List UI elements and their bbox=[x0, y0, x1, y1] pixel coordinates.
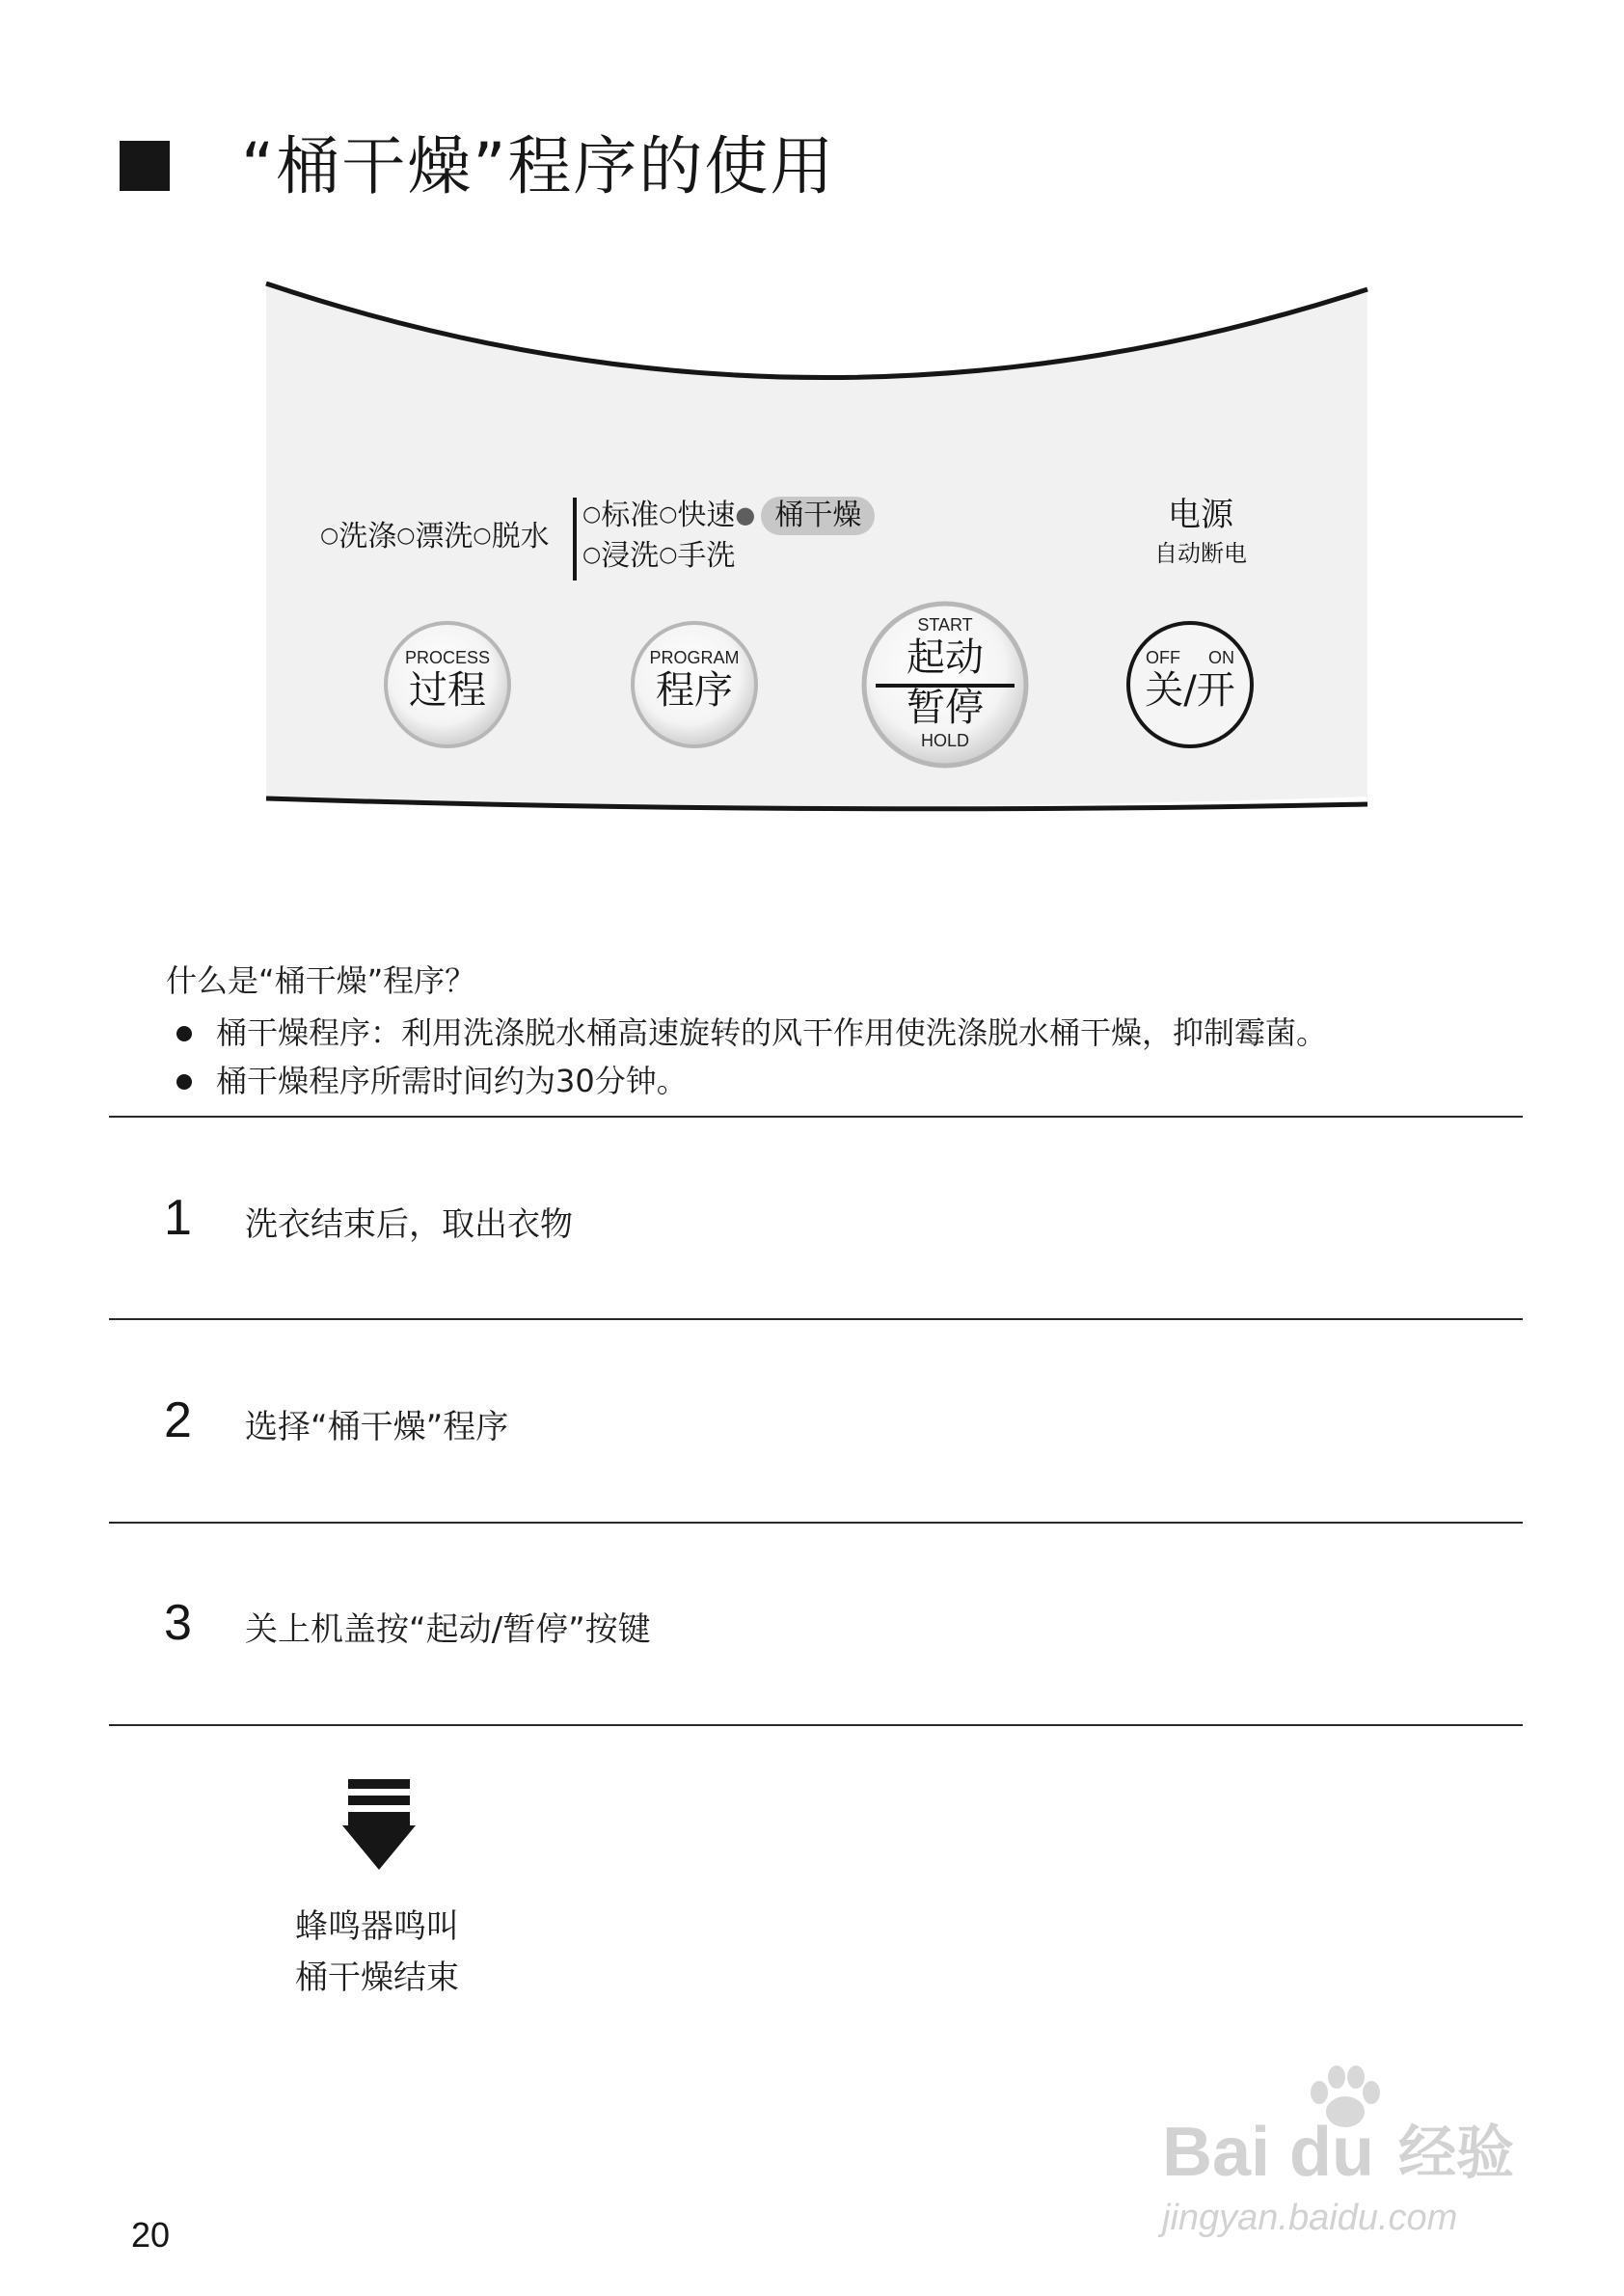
intro-bullet-1: 桶干燥程序：利用洗涤脱水桶高速旋转的风干作用使洗涤脱水桶干燥，抑制霉菌。 bbox=[216, 1014, 1328, 1051]
process-button-en: PROCESS bbox=[404, 648, 491, 667]
indicator-standard: 标准 bbox=[601, 499, 660, 532]
page-title: “桶干燥”程序的使用 bbox=[241, 129, 836, 203]
result-line-1: 蜂鸣器鸣叫 bbox=[295, 1907, 459, 1946]
bullet-icon bbox=[176, 1074, 192, 1090]
hold-button-label: 暂停 bbox=[907, 686, 984, 730]
power-on-label: ON bbox=[1208, 648, 1234, 667]
intro-question: 什么是“桶干燥”程序？ bbox=[166, 962, 476, 999]
circle-icon: ○ bbox=[659, 543, 678, 567]
divider bbox=[109, 1318, 1523, 1320]
indicator-soak: 浸洗 bbox=[601, 539, 660, 573]
program-button[interactable] bbox=[633, 648, 756, 714]
step-2-number: 2 bbox=[164, 1392, 192, 1448]
step-3-number: 3 bbox=[164, 1595, 192, 1651]
indicator-wash: 洗涤 bbox=[338, 520, 397, 554]
indicator-spin: 脱水 bbox=[491, 520, 550, 554]
filled-circle-icon: ● bbox=[735, 501, 756, 528]
circle-icon: ○ bbox=[582, 543, 602, 567]
watermark-brand-cn: 经验 bbox=[1398, 2120, 1514, 2187]
step-2-text: 选择“桶干燥”程序 bbox=[245, 1408, 509, 1446]
power-subtitle: 自动断电 bbox=[1154, 540, 1247, 567]
program-button-label: 程序 bbox=[656, 668, 733, 713]
process-button[interactable] bbox=[386, 648, 509, 714]
divider bbox=[109, 1522, 1523, 1524]
intro-bullet-2: 桶干燥程序所需时间约为30分钟。 bbox=[216, 1063, 688, 1099]
indicator-rinse: 漂洗 bbox=[415, 520, 474, 554]
power-off-label: OFF bbox=[1146, 648, 1180, 667]
divider bbox=[109, 1724, 1523, 1726]
control-panel bbox=[258, 276, 1381, 825]
power-button-label: 关/开 bbox=[1145, 668, 1235, 713]
circle-icon: ○ bbox=[659, 502, 678, 527]
process-button-label: 过程 bbox=[409, 668, 486, 713]
watermark-url: jingyan.baidu.com bbox=[1162, 2198, 1458, 2238]
circle-icon: ○ bbox=[473, 524, 492, 548]
start-button-en: START bbox=[917, 615, 973, 635]
start-button-label: 起动 bbox=[907, 635, 984, 680]
watermark-brand: Bai du bbox=[1162, 2114, 1375, 2191]
circle-icon: ○ bbox=[396, 524, 416, 548]
indicator-tub-dry-selected: 桶干燥 bbox=[761, 497, 875, 535]
circle-icon: ○ bbox=[320, 524, 339, 548]
result-line-2: 桶干燥结束 bbox=[295, 1958, 459, 1997]
power-button-en bbox=[1128, 648, 1252, 667]
step-3-text: 关上机盖按“起动/暂停”按键 bbox=[245, 1610, 651, 1649]
down-arrow-icon bbox=[342, 1779, 420, 1872]
indicator-hand-wash: 手洗 bbox=[677, 539, 736, 573]
step-1-number: 1 bbox=[164, 1190, 192, 1246]
hold-button-en: HOLD bbox=[920, 731, 969, 750]
bullet-icon bbox=[176, 1026, 192, 1041]
step-1-text: 洗衣结束后，取出衣物 bbox=[245, 1205, 573, 1244]
power-button[interactable] bbox=[1128, 648, 1252, 714]
page-number: 20 bbox=[131, 2215, 171, 2255]
indicator-quick: 快速 bbox=[677, 499, 736, 532]
circle-icon: ○ bbox=[582, 502, 602, 527]
title-square-icon bbox=[120, 141, 170, 191]
baidu-watermark bbox=[1162, 2064, 1548, 2247]
power-title: 电源 bbox=[1168, 496, 1233, 534]
program-button-en: PROGRAM bbox=[649, 648, 740, 667]
divider bbox=[109, 1116, 1523, 1118]
button-graphics bbox=[258, 276, 1381, 825]
start-hold-button[interactable] bbox=[864, 615, 1026, 750]
